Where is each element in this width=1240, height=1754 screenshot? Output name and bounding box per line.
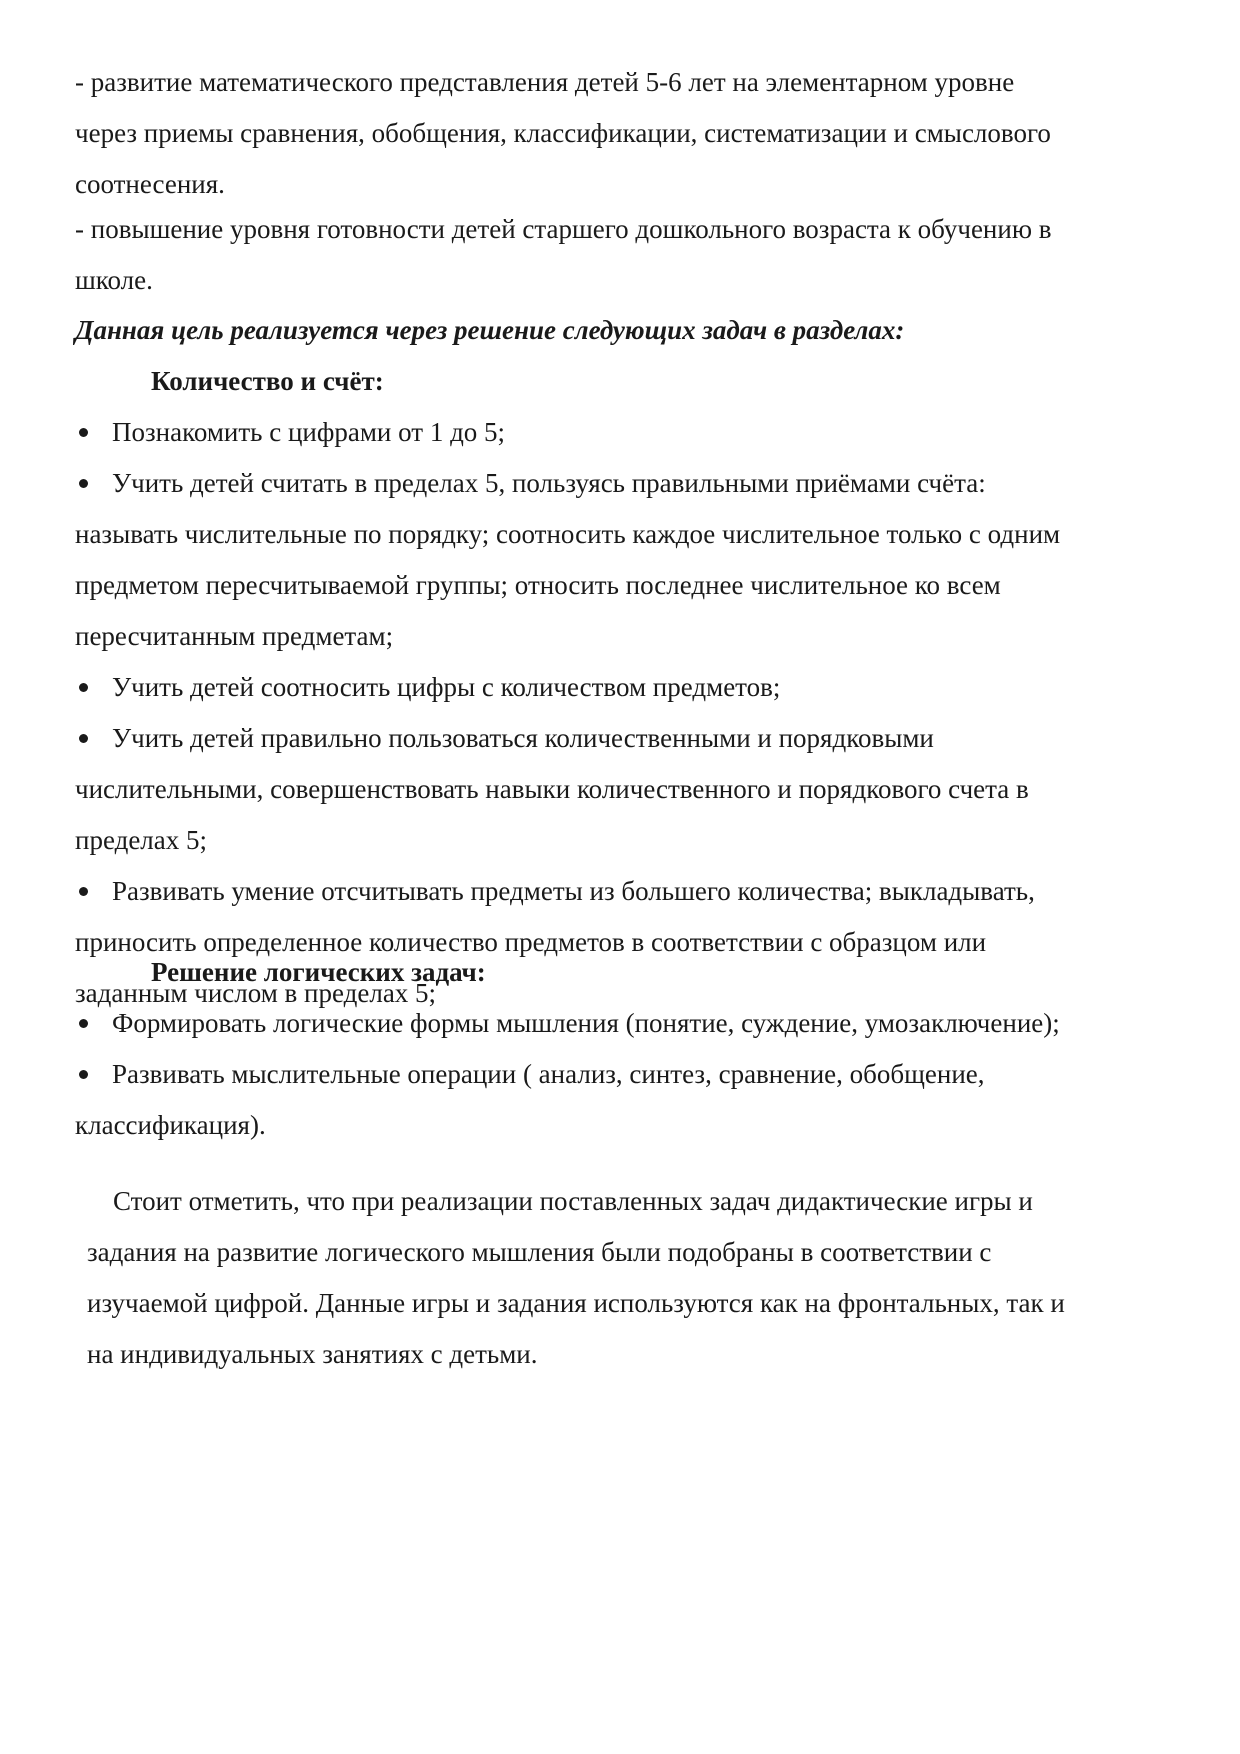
text-line: Учить детей считать в пределах 5, пользуясь правильными приёмами счёта: [112,468,986,498]
section-heading-logic: Решение логических задач: [151,957,486,987]
text-line: изучаемой цифрой. Данные игры и задания используются как на фронтальных, так и [87,1288,1065,1318]
text-line: на индивидуальных занятиях с детьми. [87,1339,538,1369]
text-line: приносить определенное количество предметов в соответствии с образцом или [75,927,987,957]
bullet-icon [79,1019,88,1028]
text-line: предметом пересчитываемой группы; относить последнее числительное ко всем [75,570,1001,600]
text-line: через приемы сравнения, обобщения, классификации, систематизации и смыслового [75,118,1051,148]
text-line: Формировать логические формы мышления (понятие, суждение, умозаключение); [112,1008,1060,1038]
section-logic [75,947,1175,1151]
list-item [75,713,1175,866]
text-line: классификация). [75,1110,266,1140]
text-line: Развивать мыслительные операции ( анализ, синтез, сравнение, обобщение, [112,1059,985,1089]
bullet-icon [79,887,88,896]
goal-statement-text: Данная цель реализуется через решение следующих задач в разделах: [75,315,905,345]
text-line: школе. [75,265,153,295]
section-heading-quantity: Количество и счёт: [151,366,384,396]
closing-paragraph [87,1176,1187,1380]
text-line: Стоит отметить, что при реализации поставленных задач дидактические игры и [113,1186,1033,1216]
text-line: - повышение уровня готовности детей старшего дошкольного возраста к обучению в [75,214,1052,244]
bullet-icon [79,1070,88,1079]
list-item [75,458,1175,662]
text-line: называть числительные по порядку; соотносить каждое числительное только с одним [75,519,1061,549]
intro-paragraph-1 [75,57,1175,210]
goal-statement [75,305,1175,356]
section-quantity [75,356,1175,1019]
text-line: соотнесения. [75,169,225,199]
list-item [75,407,1175,458]
text-line: числительными, совершенствовать навыки количественного и порядкового счета в [75,774,1029,804]
list-item [75,1049,1175,1151]
intro-paragraph-2 [75,204,1175,306]
list-item [75,662,1175,713]
text-line: - развитие математического представления детей 5-6 лет на элементарном уровне [75,67,1015,97]
list-item [75,998,1175,1049]
bullet-icon [79,428,88,437]
bullet-icon [79,734,88,743]
text-line: Развивать умение отсчитывать предметы из большего количества; выкладывать, [112,876,1035,906]
bullet-icon [79,479,88,488]
text-line: заданным числом в пределах 5; [75,978,437,1008]
bullet-icon [79,683,88,692]
text-line: Познакомить с цифрами от 1 до 5; [112,417,506,447]
text-line: задания на развитие логического мышления были подобраны в соответствии с [87,1237,992,1267]
text-line: пересчитанным предметам; [75,621,394,651]
text-line: Учить детей соотносить цифры с количеством предметов; [112,672,781,702]
text-line: пределах 5; [75,825,208,855]
text-line: Учить детей правильно пользоваться количественными и порядковыми [112,723,934,753]
